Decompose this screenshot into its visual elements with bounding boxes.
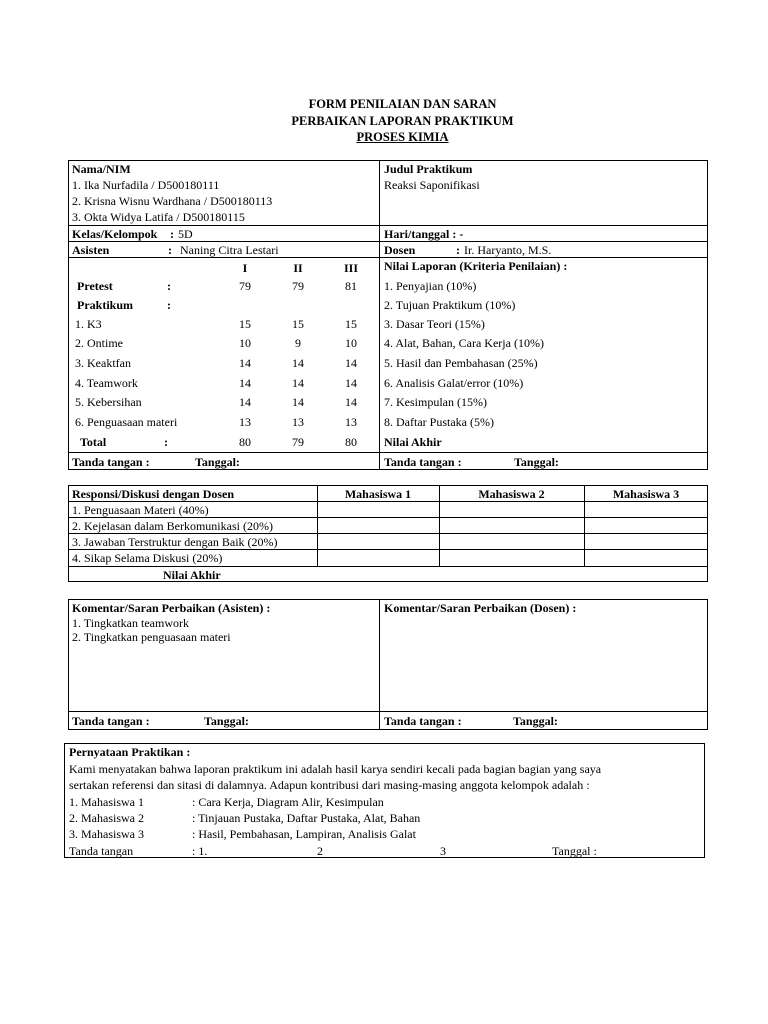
score-value-1: 10 — [239, 336, 251, 350]
asisten-colon: : — [168, 243, 172, 257]
judul-value: Reaksi Saponifikasi — [384, 178, 480, 192]
divider — [68, 566, 708, 567]
dosen-colon: : — [456, 243, 460, 257]
score-value-3: 15 — [345, 317, 357, 331]
comment-date-dosen: Tanggal: — [513, 714, 558, 728]
form-title-line-2: PERBAIKAN LAPORAN PRAKTIKUM — [291, 114, 514, 128]
score-value-2: 9 — [295, 336, 301, 350]
member-2: 2. Krisna Wisnu Wardhana / D500180113 — [72, 194, 273, 208]
score-label: Praktikum — [77, 298, 134, 312]
score-label: Total — [80, 435, 107, 449]
score-label: 1. K3 — [75, 317, 102, 331]
score-value-1: 14 — [239, 376, 251, 390]
criteria-item: 2. Tujuan Praktikum (10%) — [384, 298, 516, 312]
student-header: Mahasiswa 1 — [344, 487, 412, 501]
discussion-nilai-akhir: Nilai Akhir — [163, 568, 221, 582]
score-label: 6. Penguasaan materi — [75, 415, 178, 429]
kelas-colon: : — [170, 227, 174, 241]
score-value-2: 79 — [292, 435, 304, 449]
divider — [379, 160, 380, 470]
criteria-item: 5. Hasil dan Pembahasan (25%) — [384, 356, 538, 370]
score-value-1: 15 — [239, 317, 251, 331]
criteria-item: 4. Alat, Bahan, Cara Kerja (10%) — [384, 336, 544, 350]
col-header-2: II — [293, 261, 303, 275]
score-value-3: 14 — [345, 395, 357, 409]
criteria-item: 1. Penyajian (10%) — [384, 279, 477, 293]
score-value-2: 13 — [292, 415, 304, 429]
contrib-label: 2. Mahasiswa 2 — [69, 811, 144, 825]
discussion-row-label: 1. Penguasaan Materi (40%) — [72, 503, 209, 517]
asisten-value: Naning Citra Lestari — [180, 243, 279, 257]
asisten-comment-item: 2. Tingkatkan penguasaan materi — [72, 630, 231, 644]
form-title-line-3: PROSES KIMIA — [356, 130, 449, 144]
statement-date-label: Tanggal : — [552, 844, 597, 858]
comment-sign-dosen: Tanda tangan : — [384, 714, 462, 728]
date-label-dosen: Tanggal: — [514, 455, 559, 469]
discussion-row-label: 4. Sikap Selama Diskusi (20%) — [72, 551, 223, 565]
statement-sign-3: 3 — [440, 844, 446, 858]
score-label: 4. Teamwork — [75, 376, 138, 390]
dosen-value: Ir. Haryanto, M.S. — [464, 243, 552, 257]
criteria-item: 8. Daftar Pustaka (5%) — [384, 415, 494, 429]
asisten-label: Asisten — [72, 243, 110, 257]
statement-text: sertakan referensi dan sitasi di dalamnya. Adapun kontribusi dari masing-masing anggota kelompok adalah : — [69, 778, 590, 792]
score-value-1: 14 — [239, 356, 251, 370]
score-value-1: 13 — [239, 415, 251, 429]
criteria-item: 6. Analisis Galat/error (10%) — [384, 376, 524, 390]
criteria-item: 7. Kesimpulan (15%) — [384, 395, 487, 409]
discussion-header: Responsi/Diskusi dengan Dosen — [72, 487, 235, 501]
student-header: Mahasiswa 2 — [478, 487, 545, 501]
divider — [68, 549, 708, 550]
contrib-label: 3. Mahasiswa 3 — [69, 827, 144, 841]
kelas-label: Kelas/Kelompok — [72, 227, 158, 241]
score-value-3: 13 — [345, 415, 357, 429]
score-value-3: 81 — [345, 279, 357, 293]
contrib-value: : Tinjauan Pustaka, Daftar Pustaka, Alat, Bahan — [192, 811, 421, 825]
score-value-2: 14 — [292, 356, 304, 370]
sign-label-asisten: Tanda tangan : — [72, 455, 150, 469]
nama-label: Nama/NIM — [72, 162, 131, 176]
statement-title: Pernyataan Praktikan : — [69, 745, 191, 759]
kelas-value: 5D — [178, 227, 193, 241]
divider — [68, 517, 708, 518]
score-value-1: 14 — [239, 395, 251, 409]
dosen-label: Dosen — [384, 243, 416, 257]
score-label: 2. Ontime — [75, 336, 123, 350]
comment-date-asisten: Tanggal: — [204, 714, 249, 728]
contrib-label: 1. Mahasiswa 1 — [69, 795, 144, 809]
divider — [68, 711, 708, 712]
statement-sign-label: Tanda tangan — [69, 844, 134, 858]
score-colon: : — [167, 279, 171, 293]
score-value-1: 80 — [239, 435, 251, 449]
dosen-comment-title: Komentar/Saran Perbaikan (Dosen) : — [384, 601, 577, 615]
date-label-asisten: Tanggal: — [195, 455, 240, 469]
member-3: 3. Okta Widya Latifa / D500180115 — [72, 210, 245, 224]
score-value-3: 10 — [345, 336, 357, 350]
contrib-value: : Hasil, Pembahasan, Lampiran, Analisis Galat — [192, 827, 416, 841]
score-value-3: 80 — [345, 435, 357, 449]
statement-sign-1: : 1. — [192, 844, 208, 858]
divider — [68, 501, 708, 502]
asisten-comment-item: 1. Tingkatkan teamwork — [72, 616, 189, 630]
score-value-2: 79 — [292, 279, 304, 293]
hari-label: Hari/tanggal : - — [384, 227, 464, 241]
divider — [68, 241, 708, 242]
statement-sign-2: 2 — [317, 844, 323, 858]
score-value-3: 14 — [345, 376, 357, 390]
discussion-row-label: 3. Jawaban Terstruktur dengan Baik (20%) — [72, 535, 278, 549]
sign-label-dosen: Tanda tangan : — [384, 455, 462, 469]
score-label: 3. Keaktfan — [75, 356, 131, 370]
comment-sign-asisten: Tanda tangan : — [72, 714, 150, 728]
score-colon: : — [167, 298, 171, 312]
member-1: 1. Ika Nurfadila / D500180111 — [72, 178, 220, 192]
criteria-item: 3. Dasar Teori (15%) — [384, 317, 485, 331]
contrib-value: : Cara Kerja, Diagram Alir, Kesimpulan — [192, 795, 384, 809]
judul-label: Judul Praktikum — [384, 162, 473, 176]
nilai-laporan-title: Nilai Laporan (Kriteria Penilaian) : — [384, 259, 568, 273]
score-value-2: 15 — [292, 317, 304, 331]
score-colon: : — [164, 435, 168, 449]
divider — [68, 533, 708, 534]
col-header-3: III — [343, 261, 358, 275]
score-label: 5. Kebersihan — [75, 395, 142, 409]
col-header-1: I — [242, 261, 248, 275]
asisten-comment-title: Komentar/Saran Perbaikan (Asisten) : — [72, 601, 271, 615]
student-header: Mahasiswa 3 — [612, 487, 680, 501]
form-title-line-1: FORM PENILAIAN DAN SARAN — [308, 97, 497, 111]
divider — [68, 452, 708, 453]
score-value-2: 14 — [292, 395, 304, 409]
statement-text: Kami menyatakan bahwa laporan praktikum ini adalah hasil karya sendiri kecali pada bagian bagian yang saya — [69, 762, 602, 776]
score-value-1: 79 — [239, 279, 251, 293]
divider — [68, 225, 708, 226]
score-value-2: 14 — [292, 376, 304, 390]
discussion-row-label: 2. Kejelasan dalam Berkomunikasi (20%) — [72, 519, 273, 533]
score-value-3: 14 — [345, 356, 357, 370]
score-label: Pretest — [77, 279, 113, 293]
nilai-akhir-label: Nilai Akhir — [384, 435, 442, 449]
divider — [68, 257, 708, 258]
